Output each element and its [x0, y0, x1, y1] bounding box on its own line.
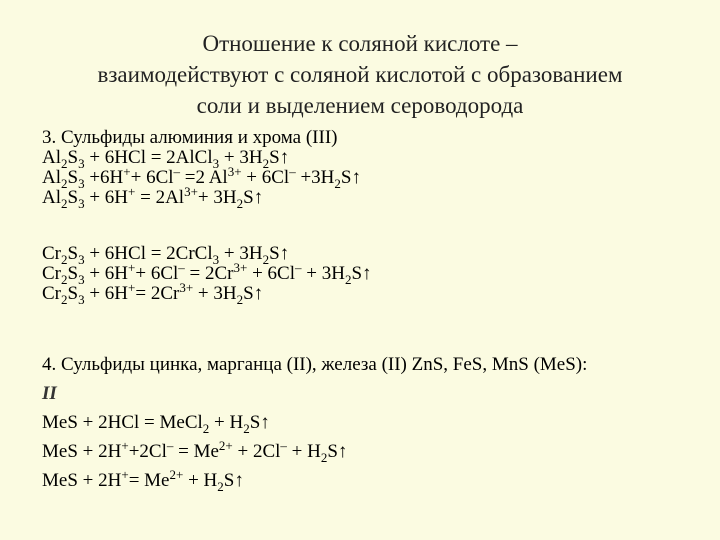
superscript: 2+ — [169, 467, 184, 482]
equation-text: S — [67, 187, 79, 208]
equation-text: + 6H — [84, 263, 129, 284]
section-aluminium-chromium — [42, 127, 361, 211]
subscript: 3 — [212, 252, 220, 267]
equation-text: +2Cl — [128, 441, 167, 462]
superscript: + — [128, 260, 136, 275]
equation — [42, 184, 361, 211]
equation-text: S↑ — [269, 147, 290, 168]
equation-text: + 2Cl — [232, 441, 281, 462]
equation — [42, 260, 372, 287]
equation-text: Cr — [42, 243, 61, 264]
subscript: 2 — [262, 156, 270, 171]
superscript: – — [295, 260, 302, 275]
subscript: 2 — [320, 450, 328, 465]
subscript: 2 — [236, 292, 244, 307]
equation-text: S — [67, 263, 79, 284]
equation-text: + 6H — [84, 283, 129, 304]
equation-text: = 2Al — [135, 187, 185, 208]
equation-text: MeS + 2HCl = MeCl — [42, 412, 203, 433]
equation-text: = Me — [128, 470, 170, 491]
superscript: 3+ — [233, 260, 248, 275]
superscript: – — [178, 260, 185, 275]
equation-text: S↑ — [243, 283, 264, 304]
equation-text: + 3H — [219, 243, 263, 264]
subscript: 2 — [217, 479, 224, 494]
subscript: 2 — [334, 176, 341, 191]
subscript: 2 — [202, 421, 210, 436]
equation — [42, 243, 372, 267]
equation — [42, 466, 587, 495]
equation-text: = 2Cr — [184, 263, 234, 284]
equation-text: S↑ — [249, 412, 270, 433]
equation-text: Cr — [42, 263, 61, 284]
subscript: 2 — [61, 176, 68, 191]
subscript: 3 — [212, 156, 220, 171]
equation-text: + 3H — [301, 263, 345, 284]
equation-text: S↑ — [223, 470, 244, 491]
equation-text: Al — [42, 187, 61, 208]
equation-text: S↑ — [243, 187, 264, 208]
subscript: 2 — [61, 196, 68, 211]
slide-title — [20, 28, 700, 121]
section-heading: 3. Сульфиды алюминия и хрома (III) — [42, 127, 338, 148]
equation-text: S — [67, 243, 79, 264]
subscript: 3 — [78, 196, 85, 211]
equation-text: MeS + 2H — [42, 441, 122, 462]
equation — [42, 164, 361, 191]
superscript: + — [128, 280, 136, 295]
equation-text: + 3H — [193, 283, 237, 304]
subscript: 2 — [262, 252, 270, 267]
superscript: – — [289, 164, 296, 179]
superscript: + — [128, 184, 136, 199]
equation — [42, 280, 372, 307]
equation-text: +3H — [295, 167, 335, 188]
equation-text: S↑ — [269, 243, 290, 264]
equation-text: + H — [183, 470, 218, 491]
subscript: 2 — [61, 156, 68, 171]
equation-text: S — [67, 167, 79, 188]
equation-text: S — [67, 147, 79, 168]
equation — [42, 408, 587, 437]
superscript: + — [123, 164, 131, 179]
superscript: 3+ — [227, 164, 242, 179]
superscript: 3+ — [184, 184, 198, 199]
equation-text: S — [67, 283, 79, 304]
subscript: 2 — [243, 421, 250, 436]
equation — [42, 437, 587, 466]
equation-text: =2 Al — [180, 167, 228, 188]
superscript: 2+ — [218, 438, 233, 453]
group-label: II — [42, 383, 57, 404]
equation-text: + 6Cl — [130, 167, 174, 188]
subscript: 2 — [61, 272, 68, 287]
superscript: – — [166, 438, 174, 453]
equation-text: + 6Cl — [241, 167, 290, 188]
equation-text: + 6HCl = 2CrCl — [84, 243, 213, 264]
equation-text: + H — [209, 412, 244, 433]
subscript: 3 — [78, 292, 85, 307]
equation-text: S↑ — [327, 441, 348, 462]
equation-text: + 3H — [197, 187, 237, 208]
equation-text: = Me — [173, 441, 219, 462]
superscript: + — [121, 467, 129, 482]
equation-text: Cr — [42, 283, 61, 304]
section-heading: 4. Сульфиды цинка, марганца (II), железа (II) ZnS, FeS, MnS (MeS): — [42, 354, 588, 375]
equation-text: + 6H — [84, 187, 129, 208]
equation-text: + 3H — [219, 147, 263, 168]
equation-text: S↑ — [340, 167, 361, 188]
subscript: 3 — [78, 252, 85, 267]
equation-text: + 6Cl — [135, 263, 179, 284]
superscript: – — [280, 438, 287, 453]
equation-text: + 6Cl — [247, 263, 296, 284]
subscript: 2 — [344, 272, 352, 287]
title-line: Отношение к соляной кислоте – — [202, 31, 518, 56]
equation-text: + H — [286, 441, 321, 462]
equation-text: = 2Cr — [135, 283, 180, 304]
subscript: 2 — [61, 252, 68, 267]
equation-text: S↑ — [351, 263, 372, 284]
subscript: 3 — [78, 156, 85, 171]
section-zinc-manganese-iron — [42, 350, 587, 495]
subscript: 2 — [61, 292, 68, 307]
equation-text: MeS + 2H — [42, 470, 122, 491]
title-line: соли и выделением сероводорода — [196, 93, 524, 118]
equation-text: +6H — [84, 167, 124, 188]
subscript: 3 — [78, 176, 85, 191]
title-line: взаимодействуют с соляной кислотой с образованием — [97, 62, 623, 87]
superscript: 3+ — [179, 280, 194, 295]
equation-text: Al — [42, 167, 61, 188]
equation — [42, 147, 361, 171]
equation-text: Al — [42, 147, 61, 168]
superscript: + — [121, 438, 129, 453]
equation-text: + 6HCl = 2AlCl — [84, 147, 213, 168]
superscript: – — [173, 164, 181, 179]
subscript: 2 — [236, 196, 244, 211]
subscript: 3 — [78, 272, 85, 287]
section-chromium-equations — [42, 243, 372, 307]
